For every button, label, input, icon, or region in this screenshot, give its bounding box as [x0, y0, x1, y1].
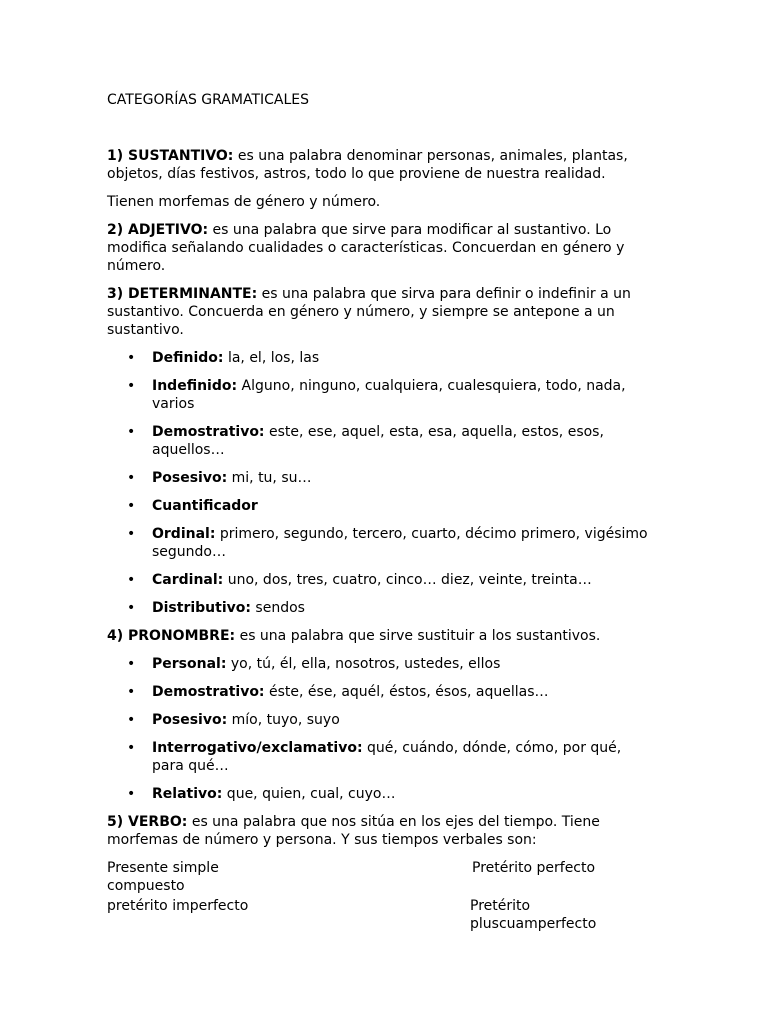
item-desc: que, quien, cual, cuyo…: [222, 786, 396, 802]
item-term: Demostrativo:: [152, 684, 265, 700]
item-term: Ordinal:: [152, 526, 216, 542]
item-term: Personal:: [152, 656, 227, 672]
document-content: [107, 91, 652, 932]
section-sustantivo: [107, 147, 652, 183]
section-pronombre: [107, 627, 652, 645]
tense-preterito-imperfecto: pretérito imperfecto: [107, 898, 249, 914]
item-desc: primero, segundo, tercero, cuarto, décimo primero, vigésimo segundo…: [152, 526, 648, 560]
list-item: [107, 683, 652, 701]
list-item: [107, 599, 652, 617]
item-desc: éste, ése, aquél, éstos, ésos, aquellas…: [264, 684, 549, 700]
section-text: es una palabra que sirve para modificar al sustantivo. Lo modifica señalando cualidades o características. Concuerdan en género y número.: [107, 222, 625, 274]
item-term: Posesivo:: [152, 470, 228, 486]
section-text: es una palabra que nos sitúa en los ejes del tiempo. Tiene morfemas de número y persona. Y sus tiempos verbales son:: [107, 814, 600, 848]
section-text: es una palabra que sirva para definir o indefinir a un sustantivo. Concuerda en género y número, y siempre se antepone a un sustantivo.: [107, 286, 631, 338]
item-term: Distributivo:: [152, 600, 251, 616]
document-title: CATEGORÍAS GRAMATICALES: [107, 92, 310, 108]
item-term: Relativo:: [152, 786, 223, 802]
section-heading: 2) ADJETIVO:: [107, 222, 209, 238]
item-desc: sendos: [250, 600, 305, 616]
section-heading: 5) VERBO:: [107, 814, 188, 830]
list-item: [107, 571, 652, 589]
list-item: [107, 349, 652, 367]
item-term: Cardinal:: [152, 572, 224, 588]
sustantivo-note: Tienen morfemas de género y número.: [107, 194, 381, 210]
item-desc: yo, tú, él, ella, nosotros, ustedes, ellos: [226, 656, 501, 672]
section-text: es una palabra que sirve sustituir a los sustantivos.: [235, 628, 601, 644]
list-item: [107, 423, 652, 459]
tense-presente-simple: Presente simple: [107, 860, 219, 876]
item-term: Interrogativo/exclamativo:: [152, 740, 363, 756]
section-heading: 3) DETERMINANTE:: [107, 286, 258, 302]
section-text: es una palabra denominar personas, animales, plantas, objetos, días festivos, astros, todo lo que proviene de nuestra realidad.: [107, 148, 628, 182]
tense-preterito-pluscuamperfecto: Pretérito pluscuamperfecto: [470, 898, 597, 932]
pronombre-list: [107, 655, 652, 803]
list-item: [107, 785, 652, 803]
item-desc: la, el, los, las: [223, 350, 320, 366]
section-heading: 4) PRONOMBRE:: [107, 628, 236, 644]
item-term: Definido:: [152, 350, 224, 366]
tense-compuesto: compuesto: [107, 878, 185, 894]
section-verbo: [107, 813, 652, 849]
item-desc: qué, cuándo, dónde, cómo, por qué, para qué…: [152, 740, 622, 774]
item-desc: uno, dos, tres, cuatro, cinco… diez, veinte, treinta…: [223, 572, 592, 588]
list-item: [107, 655, 652, 673]
list-item: [107, 739, 652, 775]
section-determinante: [107, 285, 652, 339]
list-item: [107, 525, 652, 561]
determinante-list: [107, 349, 652, 617]
section-adjetivo: [107, 221, 652, 275]
list-item: [107, 711, 652, 729]
item-desc: mi, tu, su…: [227, 470, 312, 486]
list-item: [107, 469, 652, 487]
item-term: Posesivo:: [152, 712, 228, 728]
tense-row-2: [107, 897, 652, 932]
item-term: Cuantificador: [152, 498, 258, 514]
list-item: [107, 497, 652, 515]
section-heading: 1) SUSTANTIVO:: [107, 148, 234, 164]
list-item: [107, 377, 652, 413]
item-desc: este, ese, aquel, esta, esa, aquella, estos, esos, aquellos…: [152, 424, 604, 458]
item-term: Demostrativo:: [152, 424, 265, 440]
item-desc: mío, tuyo, suyo: [227, 712, 340, 728]
item-desc: Alguno, ninguno, cualquiera, cualesquiera, todo, nada, varios: [152, 378, 626, 412]
tense-preterito-perfecto: Pretérito perfecto: [472, 860, 596, 876]
tense-row-1: [107, 859, 652, 894]
item-term: Indefinido:: [152, 378, 238, 394]
